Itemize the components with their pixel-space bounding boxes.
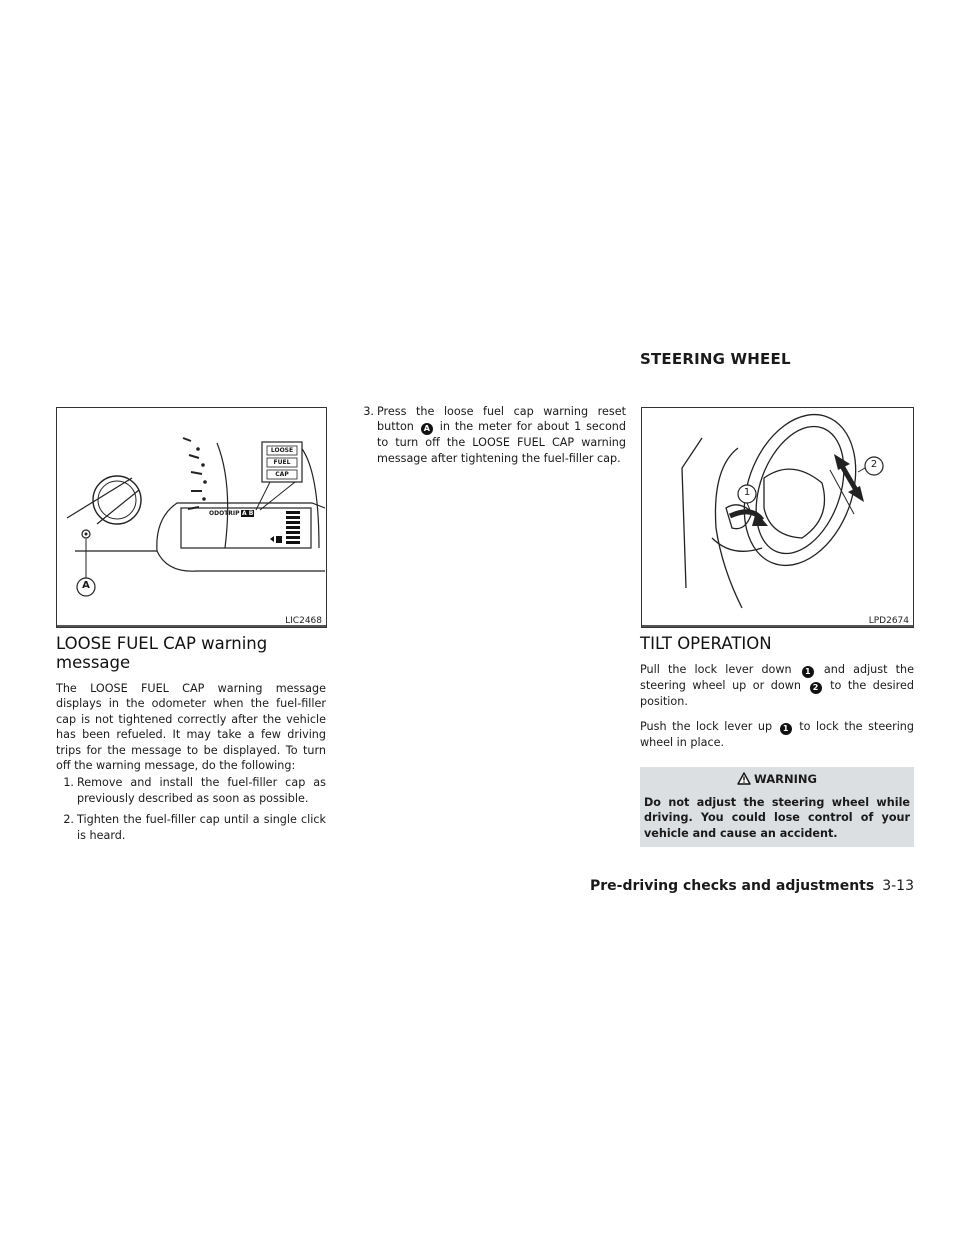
warning-title: WARNING <box>754 771 817 786</box>
page-footer <box>590 878 914 894</box>
footer-chapter: Pre-driving checks and adjustments <box>590 878 875 894</box>
figure-label-lic2468: LIC2468 <box>285 616 322 626</box>
footer-page-number: 3-13 <box>882 878 914 894</box>
step-3-text-a: Press the loose fuel cap warning reset button <box>377 405 626 434</box>
left-column <box>56 634 326 843</box>
callout-ref-1-icon: 1 <box>780 723 792 735</box>
message-cap: CAP <box>275 471 289 478</box>
figure-fuel-cap-meter <box>56 407 327 628</box>
step-3-text-b: in the meter for about 1 second to turn off the LOOSE FUEL CAP warning message after tightening the fuel-filler cap. <box>377 420 626 465</box>
meter-illustration <box>57 408 326 627</box>
step-2 <box>56 812 326 843</box>
callout-a: A <box>82 580 90 591</box>
message-fuel: FUEL <box>273 459 291 466</box>
step-3 <box>356 404 626 466</box>
steering-wheel-illustration <box>642 408 913 627</box>
loose-fuel-cap-heading: LOOSE FUEL CAP warning message <box>56 634 268 672</box>
warning-box <box>640 767 914 847</box>
callout-2: 2 <box>870 459 878 470</box>
callout-ref-2-icon: 2 <box>810 682 822 694</box>
message-loose: LOOSE <box>270 447 294 454</box>
section-title: STEERING WHEEL <box>640 350 791 368</box>
figure-steering-tilt <box>641 407 914 628</box>
callout-1: 1 <box>743 487 751 498</box>
tilt-p1-a: Pull the lock lever down <box>640 663 792 676</box>
tilt-p2-b: to lock the steering wheel in place. <box>640 720 914 750</box>
middle-column <box>356 404 626 466</box>
tilt-paragraph-2 <box>640 719 914 750</box>
step-1 <box>56 775 326 806</box>
step-2-number: 2. <box>63 813 74 827</box>
tilt-p1-b: and adjust the steering wheel up or down <box>640 663 914 692</box>
step-1-number: 1. <box>63 776 74 790</box>
callout-ref-a-icon: A <box>421 423 433 435</box>
step-1-text: Remove and install the fuel-filler cap as previously described as soon as possible. <box>77 776 326 805</box>
tilt-operation-heading: TILT OPERATION <box>640 634 772 653</box>
tilt-p1-c: to the desired position. <box>640 679 915 708</box>
step-2-text: Tighten the fuel-filler cap until a single click is heard. <box>77 813 326 842</box>
step-3-number: 3. <box>363 405 374 418</box>
warning-header <box>640 767 914 791</box>
tilt-p2-a: Push the lock lever up <box>640 720 773 734</box>
lcd-ab-text: A B <box>242 510 254 517</box>
tilt-paragraph-1 <box>640 662 914 709</box>
warning-text: Do not adjust the steering wheel while driving. You could lose control of your vehicle and cause an accident. <box>640 791 914 847</box>
figure-label-lpd2674: LPD2674 <box>868 616 909 626</box>
callout-ref-1-icon: 1 <box>802 666 814 678</box>
lcd-odotrip-text: ODOTRIP <box>209 510 240 517</box>
right-column <box>640 634 914 847</box>
loose-fuel-cap-intro: The LOOSE FUEL CAP warning message displays in the odometer when the fuel-filler cap is not tightened correctly after the vehicle has been refueled. It may take a few driving trips for the message to be displayed. To turn off the warning message, do the following: <box>56 682 326 773</box>
warning-icon <box>737 772 751 785</box>
